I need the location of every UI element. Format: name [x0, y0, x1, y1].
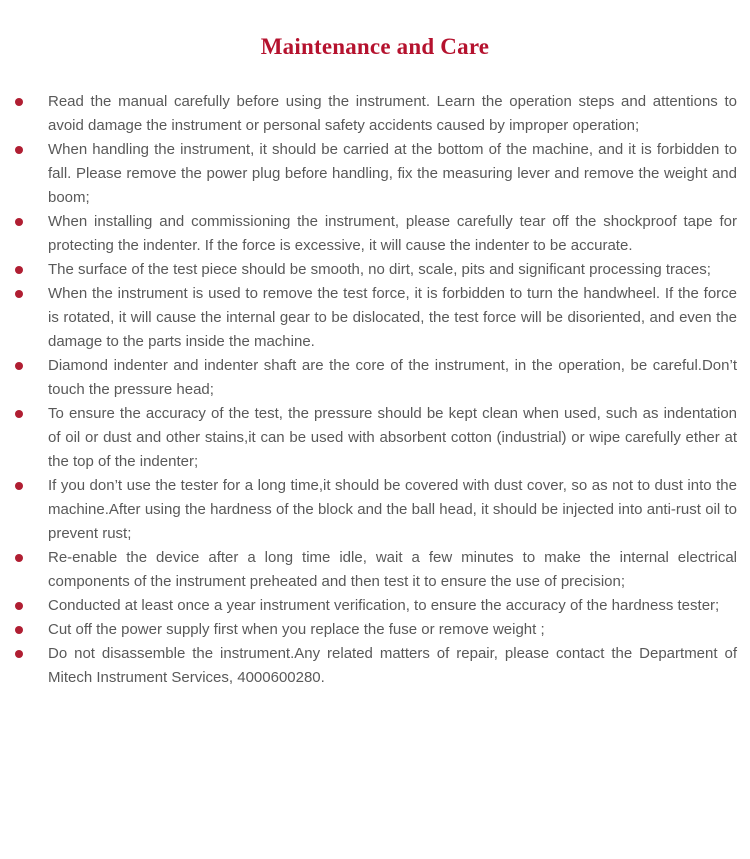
- list-item: [0, 210, 750, 258]
- list-item-text: Cut off the power supply first when you replace the fuse or remove weight ;: [48, 621, 545, 638]
- list-item: [0, 546, 750, 594]
- list-item-text: Read the manual carefully before using the instrument. Learn the operation steps and attentions to avoid damage the instrument or personal safety accidents caused by improper operation;: [48, 93, 737, 134]
- list-item: [0, 474, 750, 546]
- bullet-dot-icon: [15, 602, 23, 610]
- list-item-text: To ensure the accuracy of the test, the pressure should be kept clean when used, such as indentation of oil or dust and other stains,it can be used with absorbent cotton (industrial) or wipe carefully ether at the top of the indenter;: [48, 405, 737, 470]
- list-item: [0, 282, 750, 354]
- bullet-dot-icon: [15, 266, 23, 274]
- list-item-text: When installing and commissioning the instrument, please carefully tear off the shockproof tape for protecting the indenter. If the force is excessive, it will cause the indenter to be accurate.: [48, 213, 737, 254]
- list-item-text: Re-enable the device after a long time idle, wait a few minutes to make the internal electrical components of the instrument preheated and then test it to ensure the use of precision;: [48, 549, 737, 590]
- list-item-text: Conducted at least once a year instrument verification, to ensure the accuracy of the hardness tester;: [48, 597, 720, 614]
- bullet-dot-icon: [15, 554, 23, 562]
- maintenance-instruction-list: [0, 90, 750, 690]
- bullet-dot-icon: [15, 626, 23, 634]
- list-item: [0, 594, 750, 618]
- bullet-dot-icon: [15, 146, 23, 154]
- list-item: [0, 618, 750, 642]
- list-item: [0, 642, 750, 690]
- bullet-dot-icon: [15, 218, 23, 226]
- list-item: [0, 138, 750, 210]
- list-item-text: The surface of the test piece should be smooth, no dirt, scale, pits and significant processing traces;: [48, 261, 711, 278]
- list-item-text: Do not disassemble the instrument.Any related matters of repair, please contact the Department of Mitech Instrument Services, 4000600280.: [48, 645, 737, 686]
- bullet-dot-icon: [15, 482, 23, 490]
- bullet-dot-icon: [15, 290, 23, 298]
- list-item: [0, 90, 750, 138]
- bullet-dot-icon: [15, 362, 23, 370]
- bullet-dot-icon: [15, 410, 23, 418]
- list-item-text: If you don’t use the tester for a long time,it should be covered with dust cover, so as not to dust into the machine.After using the hardness of the block and the ball head, it should be injected into anti-rust oil to prevent rust;: [48, 477, 737, 542]
- page-title: Maintenance and Care: [260, 34, 490, 59]
- list-item: [0, 402, 750, 474]
- list-item-text: When handling the instrument, it should be carried at the bottom of the machine, and it is forbidden to fall. Please remove the power plug before handling, fix the measuring lever and remove the weight and boom;: [48, 141, 737, 206]
- list-item: [0, 354, 750, 402]
- list-item-text: When the instrument is used to remove the test force, it is forbidden to turn the handwheel. If the force is rotated, it will cause the internal gear to be dislocated, the test force will be disoriented, and even the damage to the parts inside the machine.: [48, 285, 737, 350]
- bullet-dot-icon: [15, 98, 23, 106]
- list-item-text: Diamond indenter and indenter shaft are the core of the instrument, in the operation, be careful.Don’t touch the pressure head;: [48, 357, 737, 398]
- list-item: [0, 258, 750, 282]
- bullet-dot-icon: [15, 650, 23, 658]
